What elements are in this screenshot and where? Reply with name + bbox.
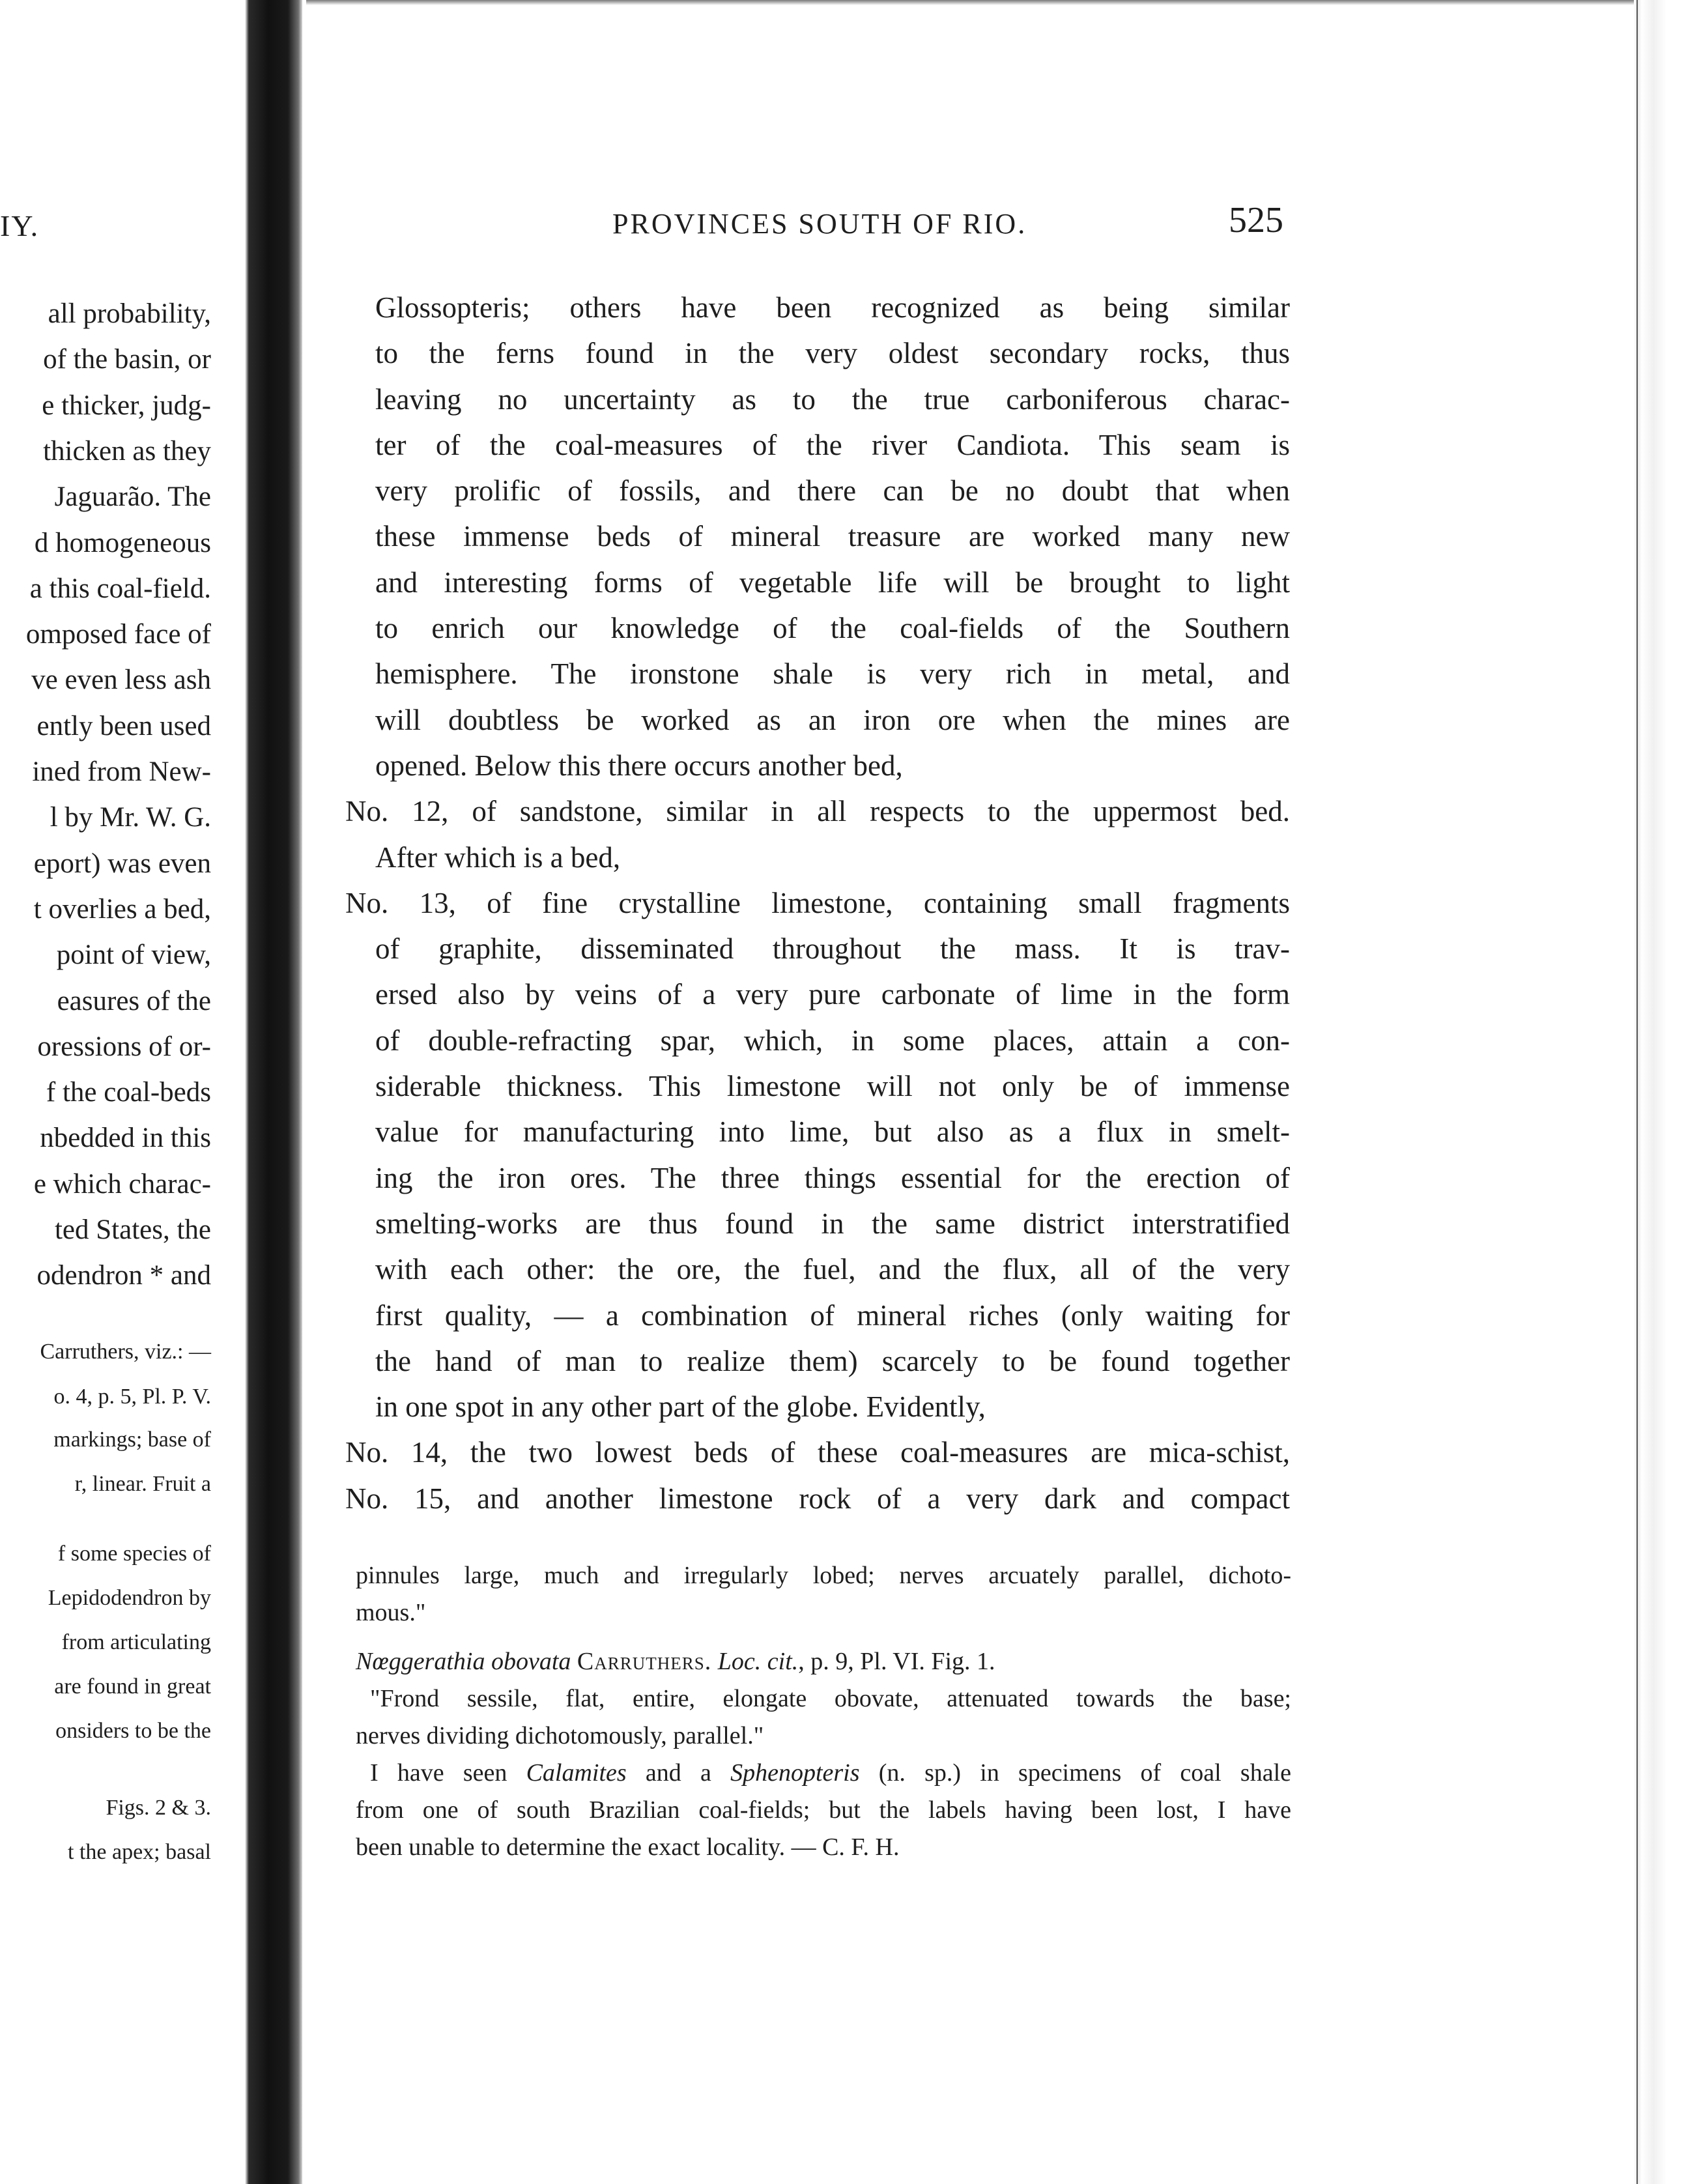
footnote-line: from one of south Brazilian coal-fields; but the labels having been lost, I have	[356, 1796, 1291, 1824]
left-page-line: odendron * and	[36, 1260, 211, 1291]
genus-name: Nœggerathia obovata	[356, 1648, 571, 1675]
body-line: ersed also by veins of a very pure carbonate of lime in the form	[375, 978, 1290, 1011]
page-fore-edge	[1634, 0, 1686, 2184]
body-line: ing the iron ores. The three things essential for the erection of	[375, 1161, 1290, 1194]
footnote-line: mous."	[356, 1599, 426, 1626]
body-line: After which is a bed,	[375, 841, 621, 874]
footnote-citation	[356, 1643, 1291, 1680]
body-line: will doubtless be worked as an iron ore when the mines are	[375, 703, 1290, 736]
left-facing-page	[0, 0, 242, 2184]
left-page-line: eport) was even	[33, 848, 211, 879]
body-line: No. 12, of sandstone, similar in all respects to the uppermost bed.	[345, 795, 1290, 828]
left-page-note-line: r, linear. Fruit a	[74, 1472, 211, 1496]
citation-ref: , p. 9, Pl. VI. Fig. 1.	[798, 1648, 995, 1675]
left-page-line: Jaguarão. The	[54, 481, 211, 513]
body-line: with each other: the ore, the fuel, and the flux, all of the very	[375, 1253, 1290, 1286]
binding-gutter	[242, 0, 302, 2184]
body-line: to the ferns found in the very oldest secondary rocks, thus	[375, 337, 1290, 370]
body-line: these immense beds of mineral treasure are worked many new	[375, 520, 1290, 553]
left-page-line: e thicker, judg-	[42, 390, 211, 421]
body-line: of graphite, disseminated throughout the mass. It is trav-	[375, 932, 1290, 966]
genus-name: Calamites	[526, 1759, 627, 1787]
left-page-line: omposed face of	[25, 619, 211, 650]
left-page-line: thicken as they	[43, 435, 211, 467]
left-page-note-line: f some species of	[57, 1542, 211, 1566]
author-name: Carruthers.	[577, 1648, 712, 1675]
left-page-note-line: are found in great	[54, 1674, 211, 1699]
footnote-line: been unable to determine the exact locality. — C. F. H.	[356, 1833, 900, 1861]
left-page-note-line: o. 4, p. 5, Pl. P. V.	[53, 1385, 211, 1409]
footnotes	[356, 1557, 1291, 1866]
footnote-line: "Frond sessile, flat, entire, elongate obovate, attenuated towards the base;	[370, 1685, 1291, 1712]
left-page-line: of the basin, or	[43, 344, 211, 375]
left-page-line: t overlies a bed,	[33, 893, 211, 925]
left-page-line: nbedded in this	[40, 1123, 211, 1154]
footnote-line: pinnules large, much and irregularly lobed; nerves arcuately parallel, dichoto-	[356, 1562, 1291, 1589]
body-line: smelting-works are thus found in the same district interstratified	[375, 1207, 1290, 1240]
left-page-line: d homogeneous	[34, 527, 211, 558]
left-page-line: ently been used	[36, 710, 211, 741]
footnote-line: nerves dividing dichotomously, parallel."	[356, 1722, 764, 1749]
body-line: No. 15, and another limestone rock of a very dark and compact	[345, 1482, 1290, 1515]
footnote-line	[356, 1755, 1291, 1792]
body-line: of double-refracting spar, which, in some places, attain a con-	[375, 1024, 1290, 1057]
footnote-text: and a	[626, 1759, 731, 1787]
left-page-note-line: Carruthers, viz.: —	[40, 1340, 211, 1364]
body-text	[345, 285, 1290, 1521]
left-page-line: easures of the	[57, 985, 211, 1016]
left-page-note-line: from articulating	[61, 1630, 211, 1654]
body-line: No. 14, the two lowest beds of these coal-measures are mica-schist,	[345, 1436, 1290, 1469]
body-line: first quality, — a combination of mineral riches (only waiting for	[375, 1299, 1290, 1332]
left-page-line: ve even less ash	[31, 665, 211, 696]
body-line: the hand of man to realize them) scarcely to be found together	[375, 1344, 1290, 1377]
left-page-line: ted States, the	[54, 1214, 211, 1245]
left-page-line: e which charac-	[33, 1168, 211, 1200]
left-page-line: point of view,	[56, 940, 211, 971]
body-line: to enrich our knowledge of the coal-fields of the Southern	[375, 612, 1290, 645]
body-line: leaving no uncertainty as to the true carboniferous charac-	[375, 382, 1290, 416]
left-page-line: oressions of or-	[37, 1031, 211, 1062]
left-page-line: all probability,	[48, 298, 211, 329]
left-page-note-line: onsiders to be the	[55, 1719, 211, 1743]
left-page-note-line: markings; base of	[53, 1428, 211, 1452]
left-page-line: a this coal-field.	[29, 573, 211, 604]
body-line: very prolific of fossils, and there can be no doubt that when	[375, 474, 1290, 508]
body-line: in one spot in any other part of the globe. Evidently,	[375, 1390, 986, 1424]
left-page-line: f the coal-beds	[46, 1077, 211, 1108]
body-line: opened. Below this there occurs another bed,	[375, 749, 903, 782]
footnote-text: (n. sp.) in specimens of coal shale	[859, 1759, 1291, 1787]
left-page-line: ined from New-	[32, 756, 211, 787]
running-head: PROVINCES SOUTH OF RIO.	[612, 208, 1027, 240]
page-top-shadow	[306, 0, 1635, 5]
left-page-heading: IY.	[0, 209, 40, 242]
left-page-note-line: Figs. 2 & 3.	[106, 1796, 211, 1820]
body-line: siderable thickness. This limestone will not only be of immense	[375, 1070, 1290, 1103]
body-line: ter of the coal-measures of the river Candiota. This seam is	[375, 428, 1290, 461]
left-page-note-line: Lepidodendron by	[48, 1586, 211, 1610]
loc-cit: Loc. cit.	[717, 1648, 799, 1675]
body-line: No. 13, of fine crystalline limestone, containing small fragments	[345, 886, 1290, 919]
genus-name: Sphenopteris	[730, 1759, 860, 1787]
left-page-note-line: t the apex; basal	[68, 1840, 211, 1864]
body-line: hemisphere. The ironstone shale is very rich in metal, and	[375, 657, 1290, 691]
body-line: Glossopteris; others have been recognized as being similar	[375, 291, 1290, 324]
body-line: and interesting forms of vegetable life will be brought to light	[375, 566, 1290, 599]
body-line: value for manufacturing into lime, but also as a flux in smelt-	[375, 1115, 1290, 1149]
footnote-text: I have seen	[370, 1759, 526, 1787]
page-number: 525	[1229, 200, 1283, 240]
left-page-line: l by Mr. W. G.	[50, 802, 211, 833]
